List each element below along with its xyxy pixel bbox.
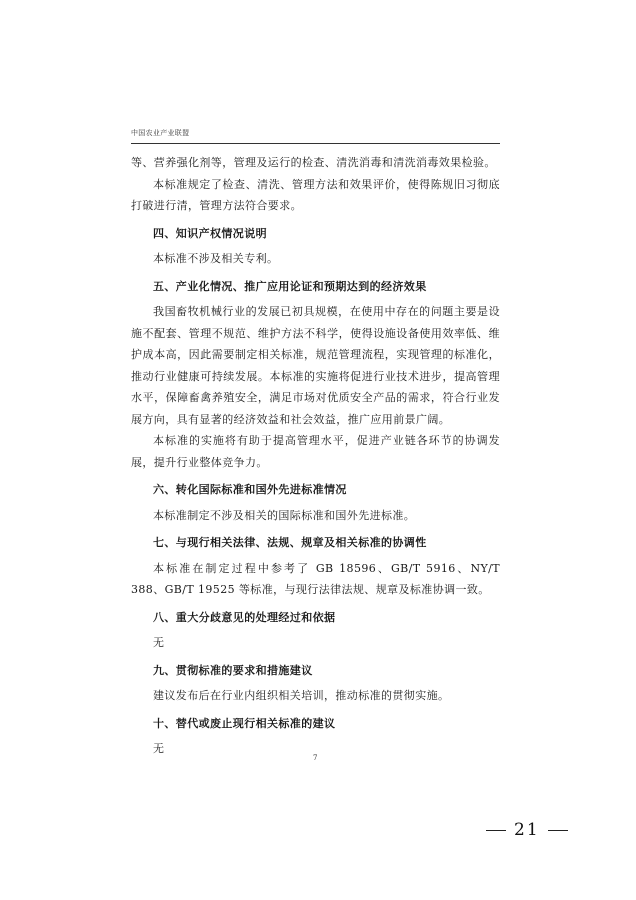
document-body <box>131 152 500 760</box>
body-paragraph: 无 <box>153 636 165 649</box>
body-paragraph: 等、营养强化剂等，管理及运行的检查、清洗消毒和清洗消毒效果检验。 <box>131 156 496 169</box>
body-paragraph: 本标准在制定过程中参考了 GB 18596、GB/T 5916、NY/T 388、GB/T 19525 等标准，与现行法律法规、规章及标准协调一致。 <box>131 561 500 596</box>
section-heading: 十、替代或废止现行相关标准的建议 <box>153 716 336 730</box>
section-heading: 八、重大分歧意见的处理经过和依据 <box>153 610 336 624</box>
body-paragraph: 本标准不涉及相关专利。 <box>153 252 279 265</box>
footer-dash-left <box>486 830 506 831</box>
section-heading: 五、产业化情况、推广应用论证和预期达到的经济效果 <box>153 279 427 293</box>
section-heading: 九、贯彻标准的要求和措施建议 <box>153 663 313 677</box>
footer-page-number-text: 21 <box>514 820 540 840</box>
running-header: 中国农业产业联盟 <box>131 129 190 137</box>
inner-page-number: 7 <box>313 754 318 762</box>
body-paragraph: 无 <box>153 742 165 755</box>
footer-dash-right <box>548 830 568 831</box>
section-heading: 七、与现行相关法律、法规、规章及相关标准的协调性 <box>153 536 427 549</box>
body-paragraph: 本标准制定不涉及相关的国际标准和国外先进标准。 <box>153 508 416 522</box>
header-rule <box>131 143 500 144</box>
section-heading: 六、转化国际标准和国外先进标准情况 <box>153 483 347 496</box>
section-heading: 四、知识产权情况说明 <box>153 226 267 240</box>
body-paragraph: 建议发布后在行业内组织相关培训，推动标准的贯彻实施。 <box>153 689 450 702</box>
body-paragraph: 本标准的实施将有助于提高管理水平，促进产业链各环节的协调发展，提升行业整体竞争力。 <box>131 434 500 469</box>
body-paragraph: 我国畜牧机械行业的发展已初具规模，在使用中存在的问题主要是设施不配套、管理不规范、维护方法不科学，使得设施设备使用效率低、维护成本高，因此需要制定相关标准，规范管理流程，实现管理的标准化，推动行业健康可持续发展。本标准的实施将促进行业技术进步，提高管理水平，保障畜禽养殖安全，满足市场对优质安全产品的需求，符合行业发展方向，具有显著的经济效益和社会效益，推广应用前景广阔。 <box>131 305 500 426</box>
footer-page-number <box>478 820 576 840</box>
body-paragraph: 本标准规定了检查、清洗、管理方法和效果评价，使得陈规旧习彻底打破进行清，管理方法符合要求。 <box>131 177 500 212</box>
